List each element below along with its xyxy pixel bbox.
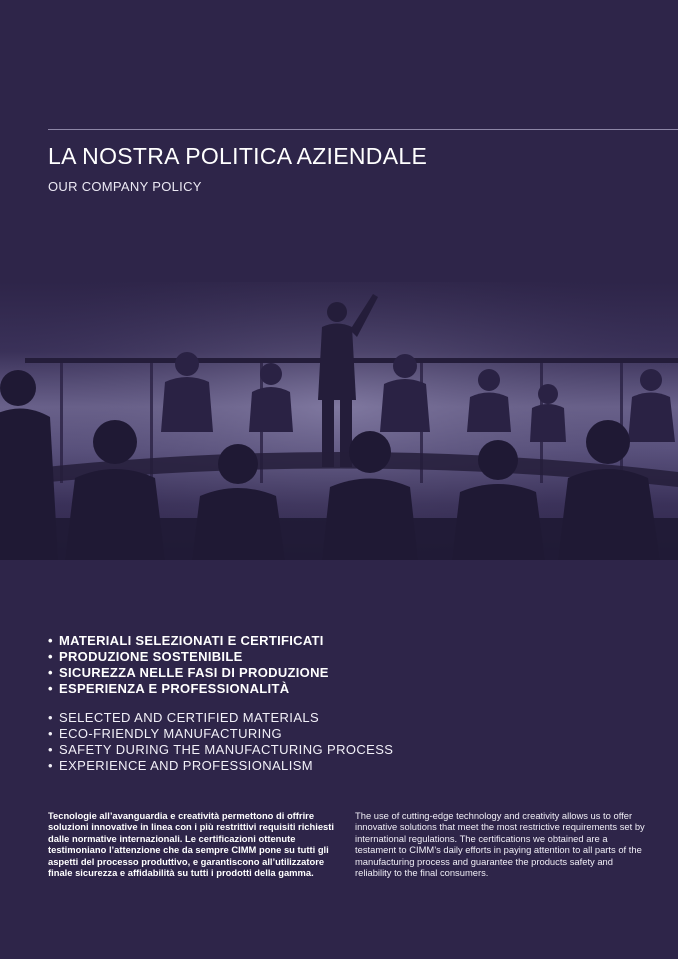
bullet: • [48, 710, 53, 725]
bullet: • [48, 633, 53, 648]
bullet: • [48, 742, 53, 757]
bullet: • [48, 681, 53, 696]
header-divider [48, 129, 678, 130]
bullet: • [48, 726, 53, 741]
list-item: • PRODUZIONE SOSTENIBILE [48, 649, 243, 664]
page-title: LA NOSTRA POLITICA AZIENDALE [48, 143, 428, 169]
list-item: • SELECTED AND CERTIFIED MATERIALS [48, 710, 320, 725]
bullet: • [48, 665, 53, 680]
values-list-english [48, 710, 393, 774]
meeting-silhouette-image [0, 282, 678, 560]
bullet: • [48, 649, 53, 664]
body-text-italian: Tecnologie all’avanguardia e creatività permettono di offrire soluzioni innovative in linea con i più restrittivi requisiti richiesti dalle normative internazionali. Le certificazioni ottenute testimoniano l’attenzione che da sempre CIMM pone su tutti gli aspetti del processo produttivo, e garantiscono all’utilizzatore finale sicurezza e affidabilità su tutti i prodotti della gamma. [48, 810, 334, 879]
list-item: • ECO-FRIENDLY MANUFACTURING [48, 726, 282, 741]
bullet: • [48, 758, 53, 773]
list-item: • EXPERIENCE AND PROFESSIONALISM [48, 758, 314, 773]
body-text-english: The use of cutting-edge technology and creativity allows us to offer innovative solutions that meet the most restrictive requirements set by international regulations. The certifications we obtained are a testament to CIMM’s daily efforts in paying attention to all parts of the manufacturing process and guarantee the products safety and reliability to the final consumers. [355, 810, 645, 879]
list-item: • MATERIALI SELEZIONATI E CERTIFICATI [48, 633, 324, 648]
page-subtitle: OUR COMPANY POLICY [48, 179, 202, 194]
values-list-italian [48, 633, 329, 697]
list-item: • SAFETY DURING THE MANUFACTURING PROCESS [48, 742, 394, 757]
list-item: • ESPERIENZA E PROFESSIONALITÀ [48, 681, 290, 696]
list-item: • SICUREZZA NELLE FASI DI PRODUZIONE [48, 665, 329, 680]
